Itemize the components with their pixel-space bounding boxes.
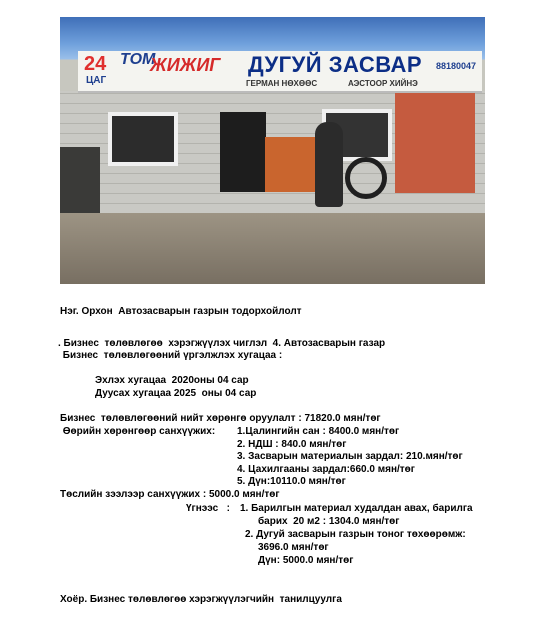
purpose-label: Үгнээс : [186,503,230,514]
garage-door [220,112,266,192]
sign-cag: ЦАГ [86,75,107,86]
ground [60,213,485,284]
worker-figure [315,122,343,207]
sign-tom: ТОМ [120,51,156,68]
tire-icon [345,157,387,199]
sign-number: 24 [84,53,107,75]
own-funding-label: Өөрийн хөрөнгөөр санхүүжих: [60,426,216,437]
sign-sub1: ГЕРМАН НӨХӨӨС [246,79,318,88]
loan-funding: Төслийн зээлээр санхүүжих : 5000.0 мян/төг [60,489,280,500]
period-line: Бизнес төлөвлөгөөний үргэлжлэх хугацаа : [60,350,283,361]
purpose-item-1b: барих 20 м2 : 1304.0 мян/төг [258,516,400,527]
orange-panel [265,137,315,192]
purpose-total: Дүн: 5000.0 мян/төг [258,555,354,566]
section-heading-1: Нэг. Орхон Автозасварын газрын тодорхойлолт [60,306,302,317]
start-date: Эхлэх хугацаа 2020оны 04 сар [95,375,249,386]
own-item-1: 1.Цалингийн сан : 8400.0 мян/төг [237,426,400,437]
purpose-item-2a: 2. Дугуй засварын газрын тоног төхөөрөмж: [245,529,466,540]
window-left [108,112,178,166]
section-heading-2: Хоёр. Бизнес төлөвлөгөө хэрэгжүүлэгчийн танилцуулга [60,594,342,605]
end-date: Дуусах хугацаа 2025 оны 04 сар [95,388,257,399]
own-item-5: 5. Дүн:10110.0 мян/төг [237,476,346,487]
own-item-2: 2. НДШ : 840.0 мян/төг [237,439,347,450]
shop-sign [78,51,482,93]
purpose-item-2b: 3696.0 мян/төг [258,542,329,553]
purpose-item-1a: 1. Барилгын материал худалдан авах, барилга [240,503,473,514]
sign-main-red: ЖИЖИГ [150,55,221,75]
sign-sub2: АЭСТООР ХИЙНЭ [348,79,418,88]
own-item-3: 3. Засварын материалын зардал: 210.мян/төг [237,451,463,462]
total-investment: Бизнес төлөвлөгөөний нийт хөрөнгө оруулалт : 71820.0 мян/төг [60,413,381,424]
scope-line: . Бизнес төлөвлөгөө хэрэгжүүлэх чиглэл 4. Автозасварын газар [58,338,386,349]
sign-phone: 88180047 [435,61,476,71]
red-wall [395,93,475,193]
tire-shop-photo [60,17,485,284]
own-item-4: 4. Цахилгааны зардал:660.0 мян/төг [237,464,415,475]
left-shadow [60,147,100,217]
sign-main-blue: ДУГУЙ ЗАСВАР [248,52,423,77]
